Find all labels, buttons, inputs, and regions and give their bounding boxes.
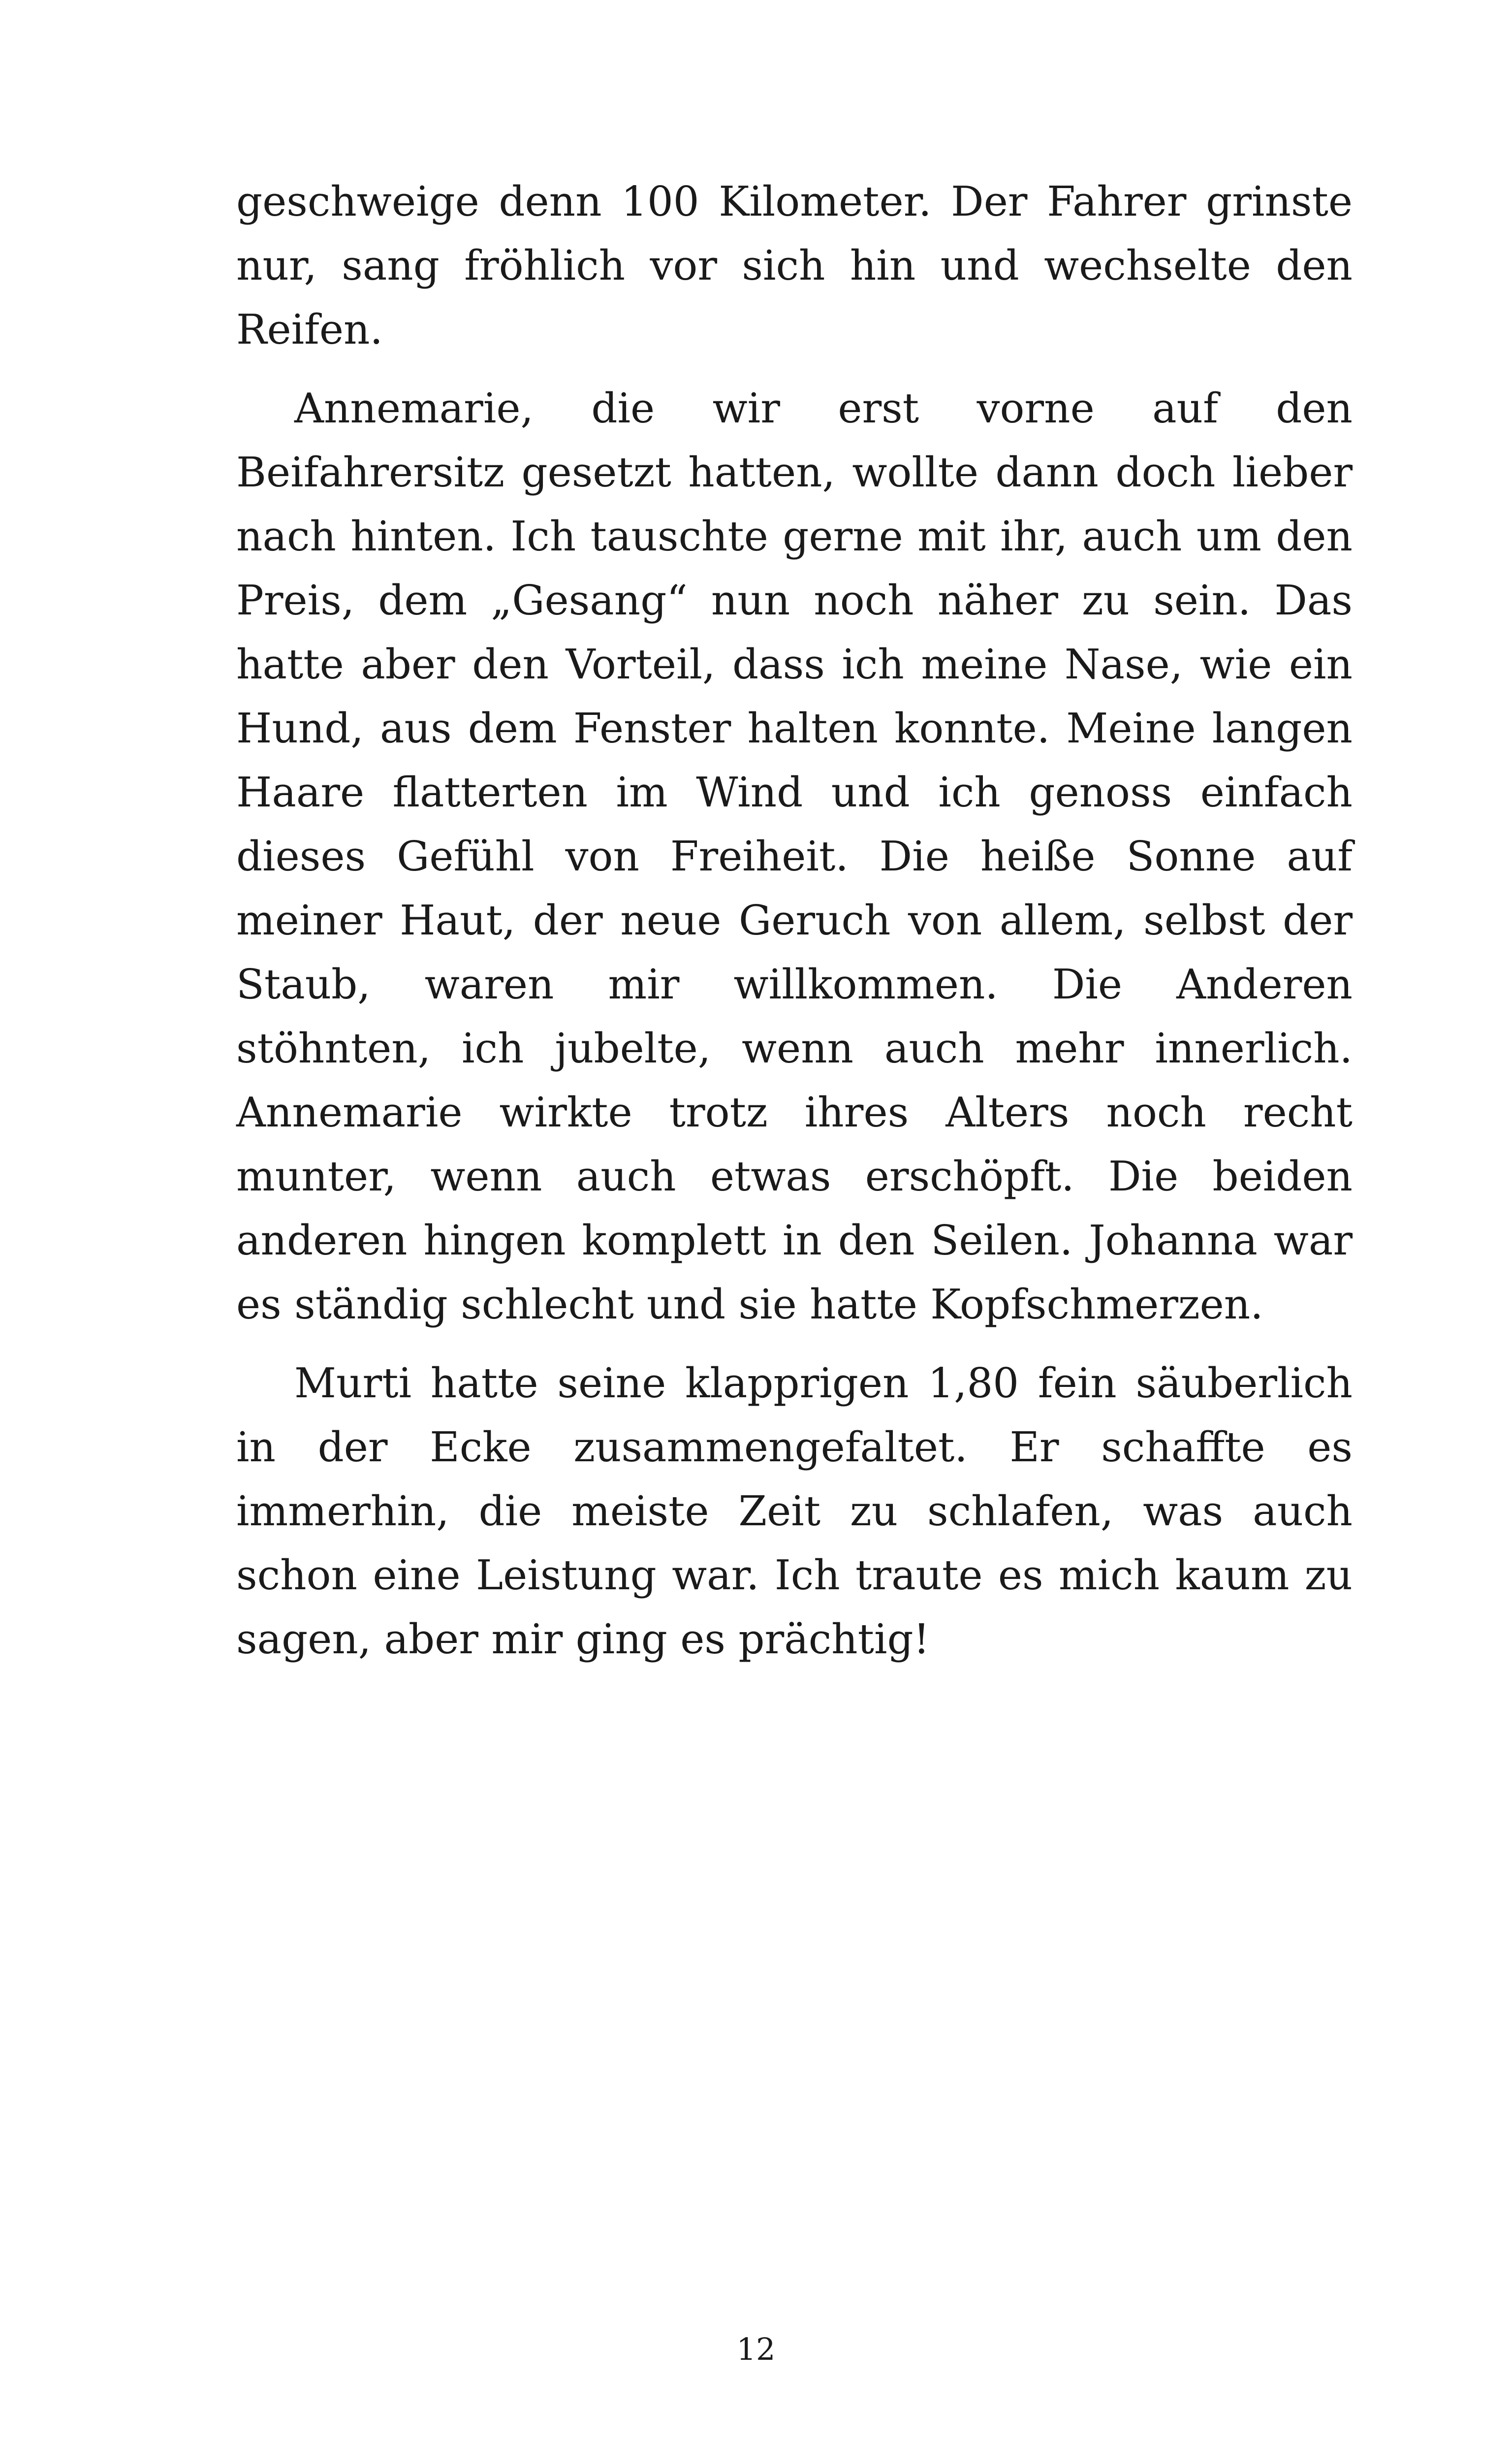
page-number: 12	[736, 2331, 776, 2367]
body-text	[236, 170, 1353, 1686]
paragraph-2: Annemarie, die wir erst vorne auf den Beifahrersitz gesetzt hatten, wollte dann doch lieber nach hinten. Ich tauschte gerne mit ihr, auch um den Preis, dem „Gesang“ nun noch näher zu sein. Das hatte aber den Vorteil, dass ich meine Nase, wie ein Hund, aus dem Fenster halten konnte. Meine langen Haare flatterten im Wind und ich genoss einfach dieses Gefühl von Freiheit. Die heiße Sonne auf meiner Haut, der neue Geruch von allem, selbst der Staub, waren mir willkommen. Die Anderen stöhnten, ich jubelte, wenn auch mehr innerlich. Annemarie wirkte trotz ihres Alters noch recht munter, wenn auch etwas erschöpft. Die beiden anderen hingen komplett in den Seilen. Johanna war es ständig schlecht und sie hatte Kopfschmerzen.	[236, 385, 1353, 1328]
paragraph-1: geschweige denn 100 Kilometer. Der Fahrer grinste nur, sang fröhlich vor sich hin und wechselte den Reifen.	[236, 178, 1353, 354]
paragraph-3: Murti hatte seine klapprigen 1,80 fein säuberlich in der Ecke zusammengefaltet. Er schaffte es immerhin, die meiste Zeit zu schlafen, was auch schon eine Leistung war. Ich traute es mich kaum zu sagen, aber mir ging es prächtig!	[236, 1359, 1353, 1663]
